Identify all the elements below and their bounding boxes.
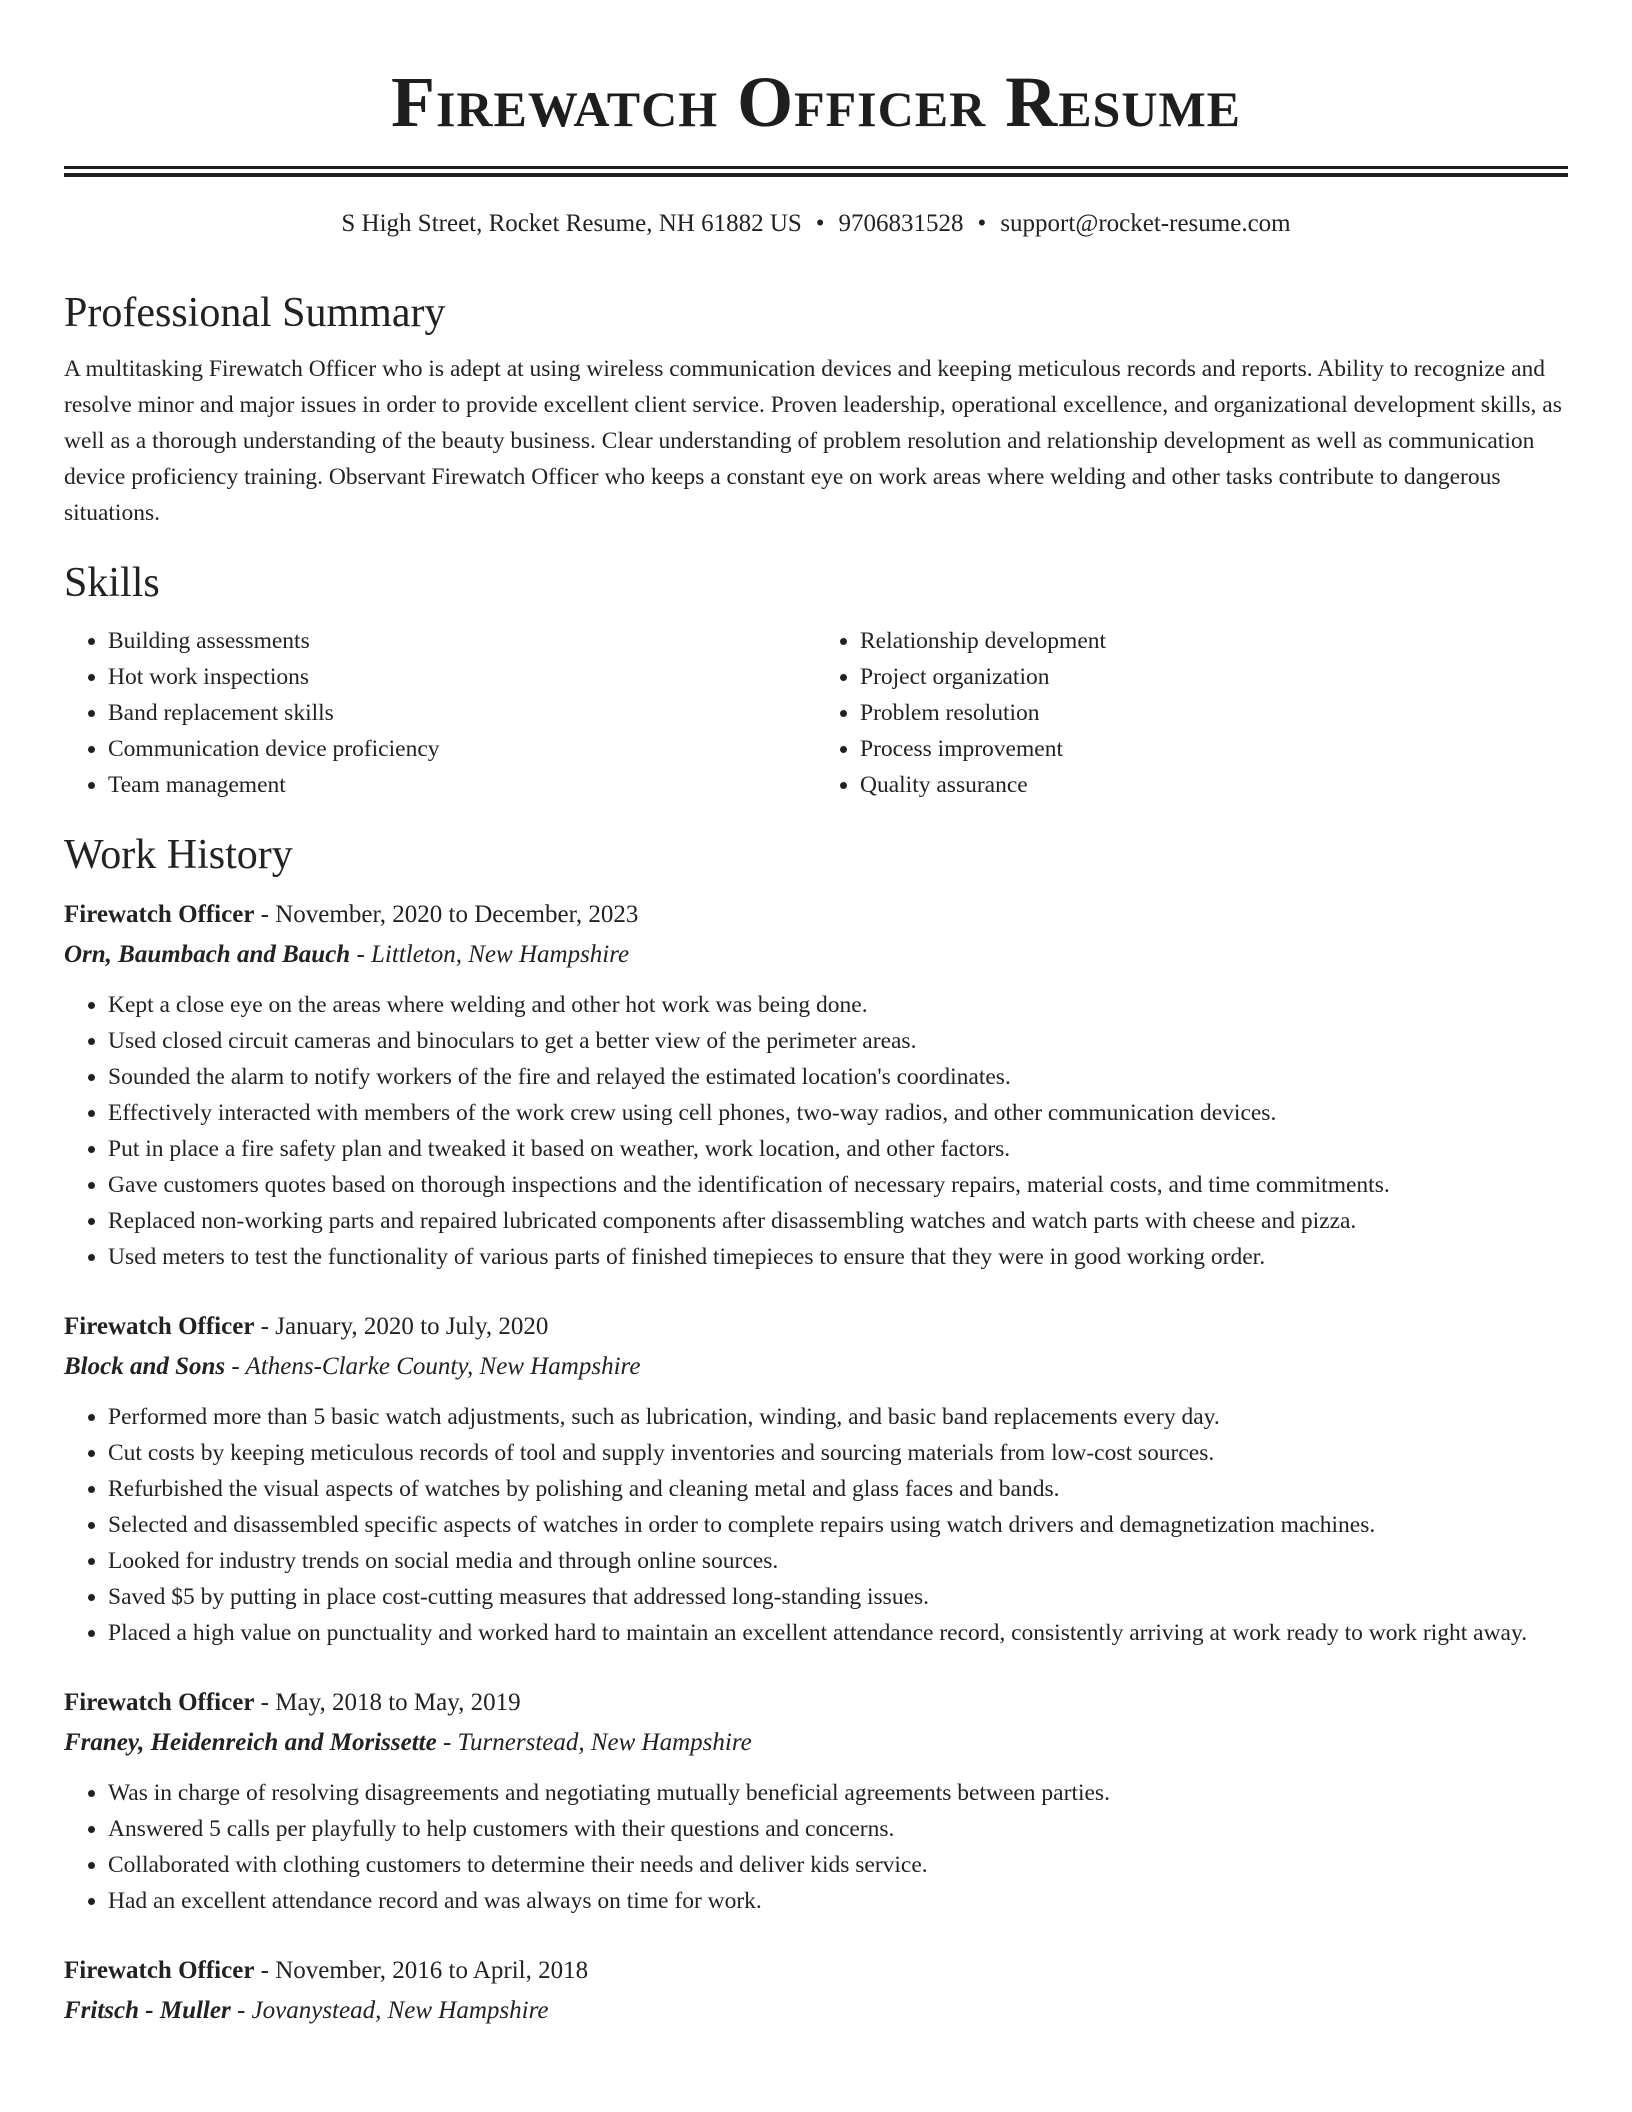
job-company-line — [64, 1991, 1568, 2031]
job-title-line — [64, 1951, 1568, 1991]
job-role: Firewatch Officer — [64, 1313, 255, 1340]
job-bullet: • Used closed circuit cameras and binoculars to get a better view of the perimeter areas. — [108, 1023, 1568, 1059]
job-location: Littleton, New Hampshire — [371, 941, 630, 968]
job-location: Jovanystead, New Hampshire — [251, 1997, 549, 2024]
job-bullet: • Effectively interacted with members of the work crew using cell phones, two-way radios, and other communication devices. — [108, 1095, 1568, 1131]
job-company: Fritsch - Muller — [64, 1997, 231, 2024]
skill-item: • Relationship development — [860, 623, 1568, 659]
job-bullet: • Saved $5 by putting in place cost-cutting measures that addressed long-standing issues. — [108, 1579, 1568, 1615]
job-bullet: • Collaborated with clothing customers to determine their needs and deliver kids service. — [108, 1847, 1568, 1883]
job-dash: - — [230, 1997, 252, 2024]
contact-email: support@rocket-resume.com — [1000, 210, 1291, 237]
job-entry — [64, 1951, 1568, 2031]
skill-item: • Quality assurance — [860, 767, 1568, 803]
job-role: Firewatch Officer — [64, 1689, 255, 1716]
job-location: Athens-Clarke County, New Hampshire — [245, 1353, 641, 1380]
skill-item: • Process improvement — [860, 731, 1568, 767]
job-bullet: • Selected and disassembled specific aspects of watches in order to complete repairs using watch drivers and demagnetization machines. — [108, 1507, 1568, 1543]
job-bullet: • Put in place a fire safety plan and tweaked it based on weather, work location, and other factors. — [108, 1131, 1568, 1167]
skill-item: • Team management — [108, 767, 816, 803]
job-bullet: • Refurbished the visual aspects of watches by polishing and cleaning metal and glass faces and bands. — [108, 1471, 1568, 1507]
job-company-line — [64, 1723, 1568, 1763]
resume-title: Firewatch Officer Resume — [390, 62, 1242, 142]
job-dates: January, 2020 to July, 2020 — [275, 1313, 549, 1340]
job-dates: May, 2018 to May, 2019 — [275, 1689, 521, 1716]
job-dash: - — [225, 1353, 246, 1380]
contact-line — [64, 207, 1568, 241]
contact-address: S High Street, Rocket Resume, NH 61882 US — [341, 210, 802, 237]
job-dash: - — [254, 901, 276, 928]
skill-item: • Communication device proficiency — [108, 731, 816, 767]
job-company: Franey, Heidenreich and Morissette — [64, 1729, 437, 1756]
job-bullets — [64, 1775, 1568, 1919]
job-entry — [64, 895, 1568, 1275]
skill-item: • Building assessments — [108, 623, 816, 659]
work-history-heading: Work History — [64, 832, 293, 878]
job-bullet: • Used meters to test the functionality of various parts of finished timepieces to ensure that they were in good working order. — [108, 1239, 1568, 1275]
summary-text: A multitasking Firewatch Officer who is adept at using wireless communication devices and keeping meticulous records and reports. Ability to recognize and resolve minor and major issues in order to provide excellent client service. Proven leadership, operational excellence, and organizational development skills, as well as a thorough understanding of the beauty business. Clear understanding of problem resolution and relationship development as well as communication device proficiency training. Observant Firewatch Officer who keeps a constant eye on work areas where welding and other tasks contribute to dangerous situations. — [64, 356, 1562, 526]
skill-item: • Band replacement skills — [108, 695, 816, 731]
job-company: Block and Sons — [64, 1353, 226, 1380]
contact-separator: • — [977, 210, 987, 237]
job-role: Firewatch Officer — [64, 901, 255, 928]
job-bullet: • Gave customers quotes based on thorough inspections and the identification of necessary repairs, material costs, and time commitments. — [108, 1167, 1568, 1203]
job-dash: - — [254, 1313, 276, 1340]
job-bullet: • Was in charge of resolving disagreements and negotiating mutually beneficial agreements between parties. — [108, 1775, 1568, 1811]
job-bullet: • Sounded the alarm to notify workers of the fire and relayed the estimated location's coordinates. — [108, 1059, 1568, 1095]
job-bullet: • Replaced non-working parts and repaired lubricated components after disassembling watches and watch parts with cheese and pizza. — [108, 1203, 1568, 1239]
job-bullet: • Placed a high value on punctuality and worked hard to maintain an excellent attendance record, consistently arriving at work ready to work right away. — [108, 1615, 1568, 1651]
skills-column-right — [816, 623, 1568, 803]
skills-list — [64, 623, 1568, 803]
job-role: Firewatch Officer — [64, 1957, 255, 1984]
skills-heading: Skills — [64, 560, 160, 606]
job-entry — [64, 1683, 1568, 1919]
job-location: Turnerstead, New Hampshire — [457, 1729, 752, 1756]
job-title-line — [64, 895, 1568, 935]
job-company-line — [64, 1347, 1568, 1387]
contact-phone: 9706831528 — [838, 210, 964, 237]
contact-separator: • — [815, 210, 825, 237]
skills-column-left — [64, 623, 816, 803]
job-bullet: • Performed more than 5 basic watch adjustments, such as lubrication, winding, and basic band replacements every day. — [108, 1399, 1568, 1435]
job-dash: - — [350, 941, 372, 968]
skill-item: • Problem resolution — [860, 695, 1568, 731]
job-dates: November, 2016 to April, 2018 — [275, 1957, 589, 1984]
job-dash: - — [254, 1689, 276, 1716]
job-bullet: • Answered 5 calls per playfully to help customers with their questions and concerns. — [108, 1811, 1568, 1847]
job-dash: - — [436, 1729, 458, 1756]
job-bullets — [64, 1399, 1568, 1651]
job-bullets — [64, 987, 1568, 1275]
job-company-line — [64, 935, 1568, 975]
job-bullet: • Had an excellent attendance record and was always on time for work. — [108, 1883, 1568, 1919]
job-entry — [64, 1307, 1568, 1651]
skill-item: • Hot work inspections — [108, 659, 816, 695]
job-dates: November, 2020 to December, 2023 — [275, 901, 639, 928]
title-divider — [64, 166, 1568, 177]
job-title-line — [64, 1683, 1568, 1723]
job-bullet: • Kept a close eye on the areas where welding and other hot work was being done. — [108, 987, 1568, 1023]
summary-heading: Professional Summary — [64, 290, 446, 336]
job-dash: - — [254, 1957, 276, 1984]
job-bullet: • Looked for industry trends on social media and through online sources. — [108, 1543, 1568, 1579]
job-title-line — [64, 1307, 1568, 1347]
job-company: Orn, Baumbach and Bauch — [64, 941, 351, 968]
skill-item: • Project organization — [860, 659, 1568, 695]
job-bullet: • Cut costs by keeping meticulous records of tool and supply inventories and sourcing materials from low-cost sources. — [108, 1435, 1568, 1471]
